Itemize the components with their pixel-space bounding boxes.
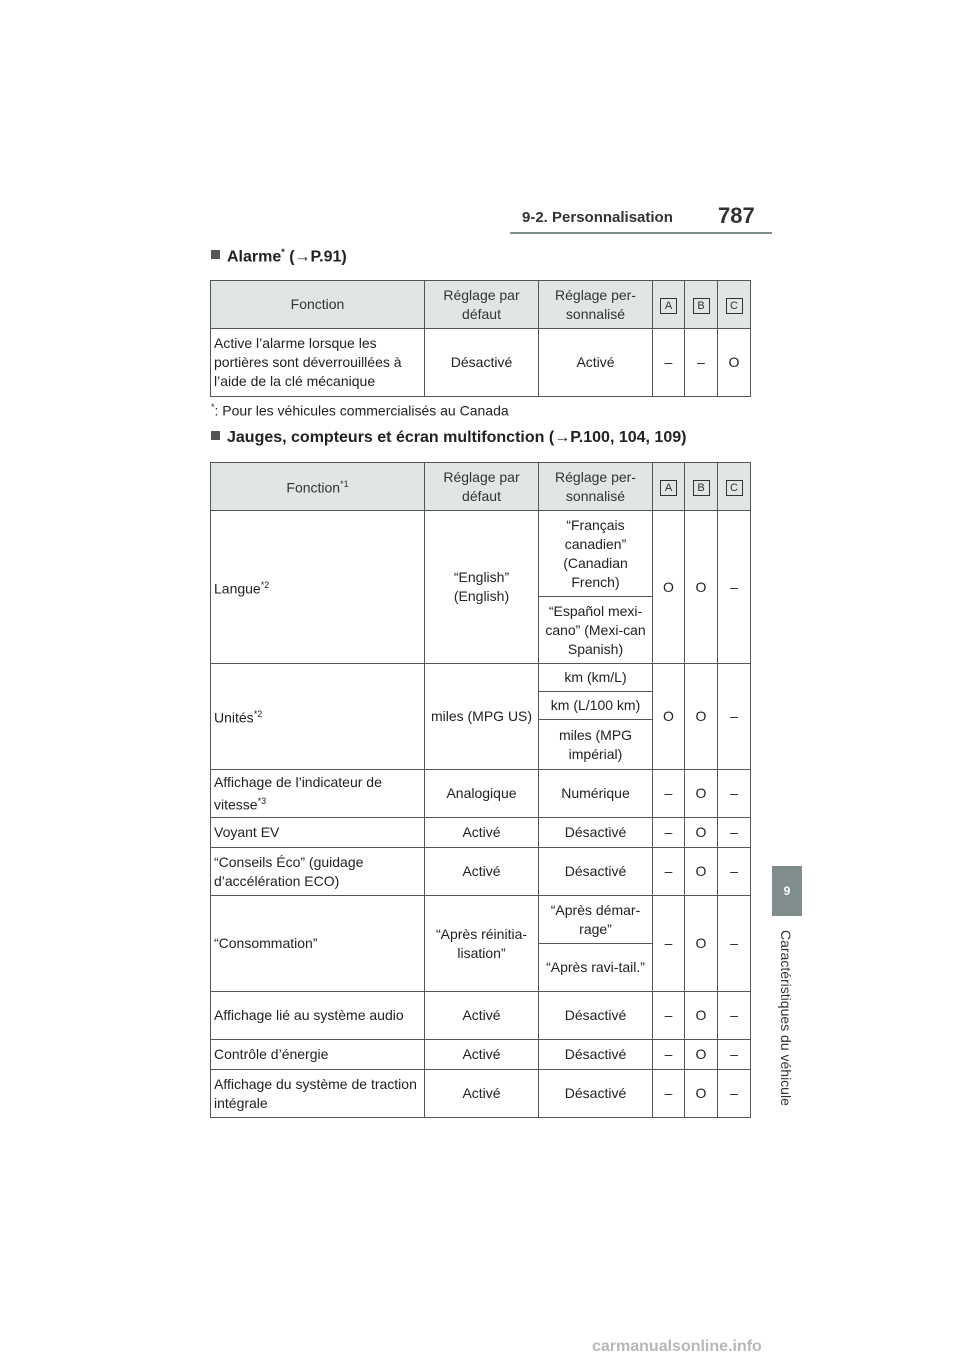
cell-defaut: Activé bbox=[425, 1040, 539, 1070]
chapter-tab bbox=[772, 866, 802, 916]
table-row bbox=[211, 818, 751, 848]
square-bullet-icon bbox=[211, 250, 220, 259]
label-a: A bbox=[660, 480, 677, 496]
table-header-row bbox=[211, 281, 751, 329]
header-divider bbox=[510, 232, 772, 234]
col-b bbox=[685, 463, 718, 511]
cell-perso: Activé bbox=[539, 329, 653, 397]
cell-b: O bbox=[685, 770, 718, 818]
chapter-number: 9 bbox=[783, 884, 791, 898]
cell-b: O bbox=[685, 896, 718, 992]
table-row bbox=[211, 1040, 751, 1070]
footnote-text: : Pour les véhicules commercialisés au Canada bbox=[214, 402, 509, 419]
alarm-title: Alarme bbox=[227, 248, 282, 266]
alarm-footnote bbox=[211, 402, 509, 419]
cell-fonction: Affichage du système de traction intégrale bbox=[211, 1070, 425, 1118]
cell-b: O bbox=[685, 818, 718, 848]
table-header-row bbox=[211, 463, 751, 511]
table-row bbox=[211, 770, 751, 818]
cell-option: Désactivé bbox=[539, 848, 653, 896]
cell-a: – bbox=[653, 1040, 685, 1070]
cell-option: Désactivé bbox=[539, 1070, 653, 1118]
col-b bbox=[685, 281, 718, 329]
cell-defaut: Analogique bbox=[425, 770, 539, 818]
table-row bbox=[211, 992, 751, 1040]
cell-defaut: Désactivé bbox=[425, 329, 539, 397]
cell-option: Désactivé bbox=[539, 992, 653, 1040]
cell-b: O bbox=[685, 1070, 718, 1118]
cell-a: – bbox=[653, 848, 685, 896]
col-perso: Réglage per-sonnalisé bbox=[539, 281, 653, 329]
label-b: B bbox=[693, 480, 710, 496]
cell-fonction: Affichage lié au système audio bbox=[211, 992, 425, 1040]
label-a: A bbox=[660, 298, 677, 314]
table-row bbox=[211, 1070, 751, 1118]
cell-option: “Après démar-rage” bbox=[539, 896, 653, 944]
cell-b: O bbox=[685, 664, 718, 770]
table-row bbox=[211, 329, 751, 397]
alarm-table bbox=[210, 280, 751, 397]
cell-c: O bbox=[718, 329, 751, 397]
cell-fonction: Active l’alarme lorsque les portières sont déverrouillées à l’aide de la clé mécanique bbox=[211, 329, 425, 397]
col-c bbox=[718, 463, 751, 511]
col-a bbox=[653, 281, 685, 329]
cell-b: O bbox=[685, 848, 718, 896]
cell-c: – bbox=[718, 1040, 751, 1070]
cell-c: – bbox=[718, 992, 751, 1040]
alarm-heading bbox=[211, 247, 347, 266]
cell-c: – bbox=[718, 818, 751, 848]
cell-c: – bbox=[718, 848, 751, 896]
cell-defaut: Activé bbox=[425, 992, 539, 1040]
cell-fonction: “Conseils Éco” (guidage d’accélération ECO) bbox=[211, 848, 425, 896]
cell-option: Désactivé bbox=[539, 1040, 653, 1070]
cell-fonction: Voyant EV bbox=[211, 818, 425, 848]
alarm-title-mark: * bbox=[281, 247, 285, 257]
col-c bbox=[718, 281, 751, 329]
cell-defaut: Activé bbox=[425, 1070, 539, 1118]
cell-option: miles (MPG impérial) bbox=[539, 720, 653, 770]
cell-option: Désactivé bbox=[539, 818, 653, 848]
table-row bbox=[211, 896, 751, 944]
col-defaut: Réglage par défaut bbox=[425, 281, 539, 329]
square-bullet-icon bbox=[211, 431, 220, 440]
gauges-heading bbox=[211, 429, 686, 447]
alarm-ref: (→P.91) bbox=[289, 248, 347, 266]
table-row bbox=[211, 664, 751, 692]
col-perso: Réglage per-sonnalisé bbox=[539, 463, 653, 511]
cell-b: O bbox=[685, 511, 718, 664]
cell-c: – bbox=[718, 1070, 751, 1118]
section-title: 9-2. Personnalisation bbox=[522, 209, 673, 226]
col-a bbox=[653, 463, 685, 511]
cell-a: O bbox=[653, 511, 685, 664]
cell-c: – bbox=[718, 896, 751, 992]
cell-defaut: “English” (English) bbox=[425, 511, 539, 664]
label-c: C bbox=[726, 298, 743, 314]
cell-fonction: Langue$^{*2}$ bbox=[211, 511, 425, 664]
cell-c: – bbox=[718, 511, 751, 664]
watermark: carmanualsonline.info bbox=[592, 1338, 762, 1355]
col-fonction: Fonction bbox=[211, 281, 425, 329]
cell-a: – bbox=[653, 1070, 685, 1118]
cell-a: O bbox=[653, 664, 685, 770]
cell-fonction: Affichage de l’indicateur de vitesse$^{*3}$ bbox=[211, 770, 425, 818]
col-fonction: Fonction$^{*1}$ bbox=[211, 463, 425, 511]
gauges-table bbox=[210, 462, 751, 1118]
cell-b: O bbox=[685, 992, 718, 1040]
footnote-mark: * bbox=[211, 402, 215, 412]
cell-option: “Español mexi-cano” (Mexi-can Spanish) bbox=[539, 597, 653, 664]
cell-a: – bbox=[653, 329, 685, 397]
fonction-mark: *1 bbox=[340, 479, 349, 490]
label-b: B bbox=[693, 298, 710, 314]
cell-fonction: “Consommation” bbox=[211, 896, 425, 992]
cell-b: – bbox=[685, 329, 718, 397]
chapter-label: Caractéristiques du véhicule bbox=[778, 930, 794, 1106]
gauges-ref: (→P.100, 104, 109) bbox=[548, 429, 687, 446]
gauges-title: Jauges, compteurs et écran multifonction bbox=[227, 429, 545, 446]
cell-c: – bbox=[718, 664, 751, 770]
table-row bbox=[211, 848, 751, 896]
cell-option: km (L/100 km) bbox=[539, 692, 653, 720]
cell-option: “Après ravi-tail.” bbox=[539, 944, 653, 992]
cell-c: – bbox=[718, 770, 751, 818]
cell-fonction: Unités$^{*2}$ bbox=[211, 664, 425, 770]
label-c: C bbox=[726, 480, 743, 496]
cell-fonction: Contrôle d’énergie bbox=[211, 1040, 425, 1070]
cell-defaut: Activé bbox=[425, 848, 539, 896]
cell-a: – bbox=[653, 770, 685, 818]
cell-option: km (km/L) bbox=[539, 664, 653, 692]
col-defaut: Réglage par défaut bbox=[425, 463, 539, 511]
page-number: 787 bbox=[718, 203, 755, 228]
cell-a: – bbox=[653, 896, 685, 992]
cell-defaut: “Après réinitia-lisation” bbox=[425, 896, 539, 992]
table-row bbox=[211, 511, 751, 597]
cell-defaut: Activé bbox=[425, 818, 539, 848]
cell-option: Numérique bbox=[539, 770, 653, 818]
cell-b: O bbox=[685, 1040, 718, 1070]
cell-option: “Français canadien” (Canadian French) bbox=[539, 511, 653, 597]
cell-defaut: miles (MPG US) bbox=[425, 664, 539, 770]
cell-a: – bbox=[653, 992, 685, 1040]
cell-a: – bbox=[653, 818, 685, 848]
